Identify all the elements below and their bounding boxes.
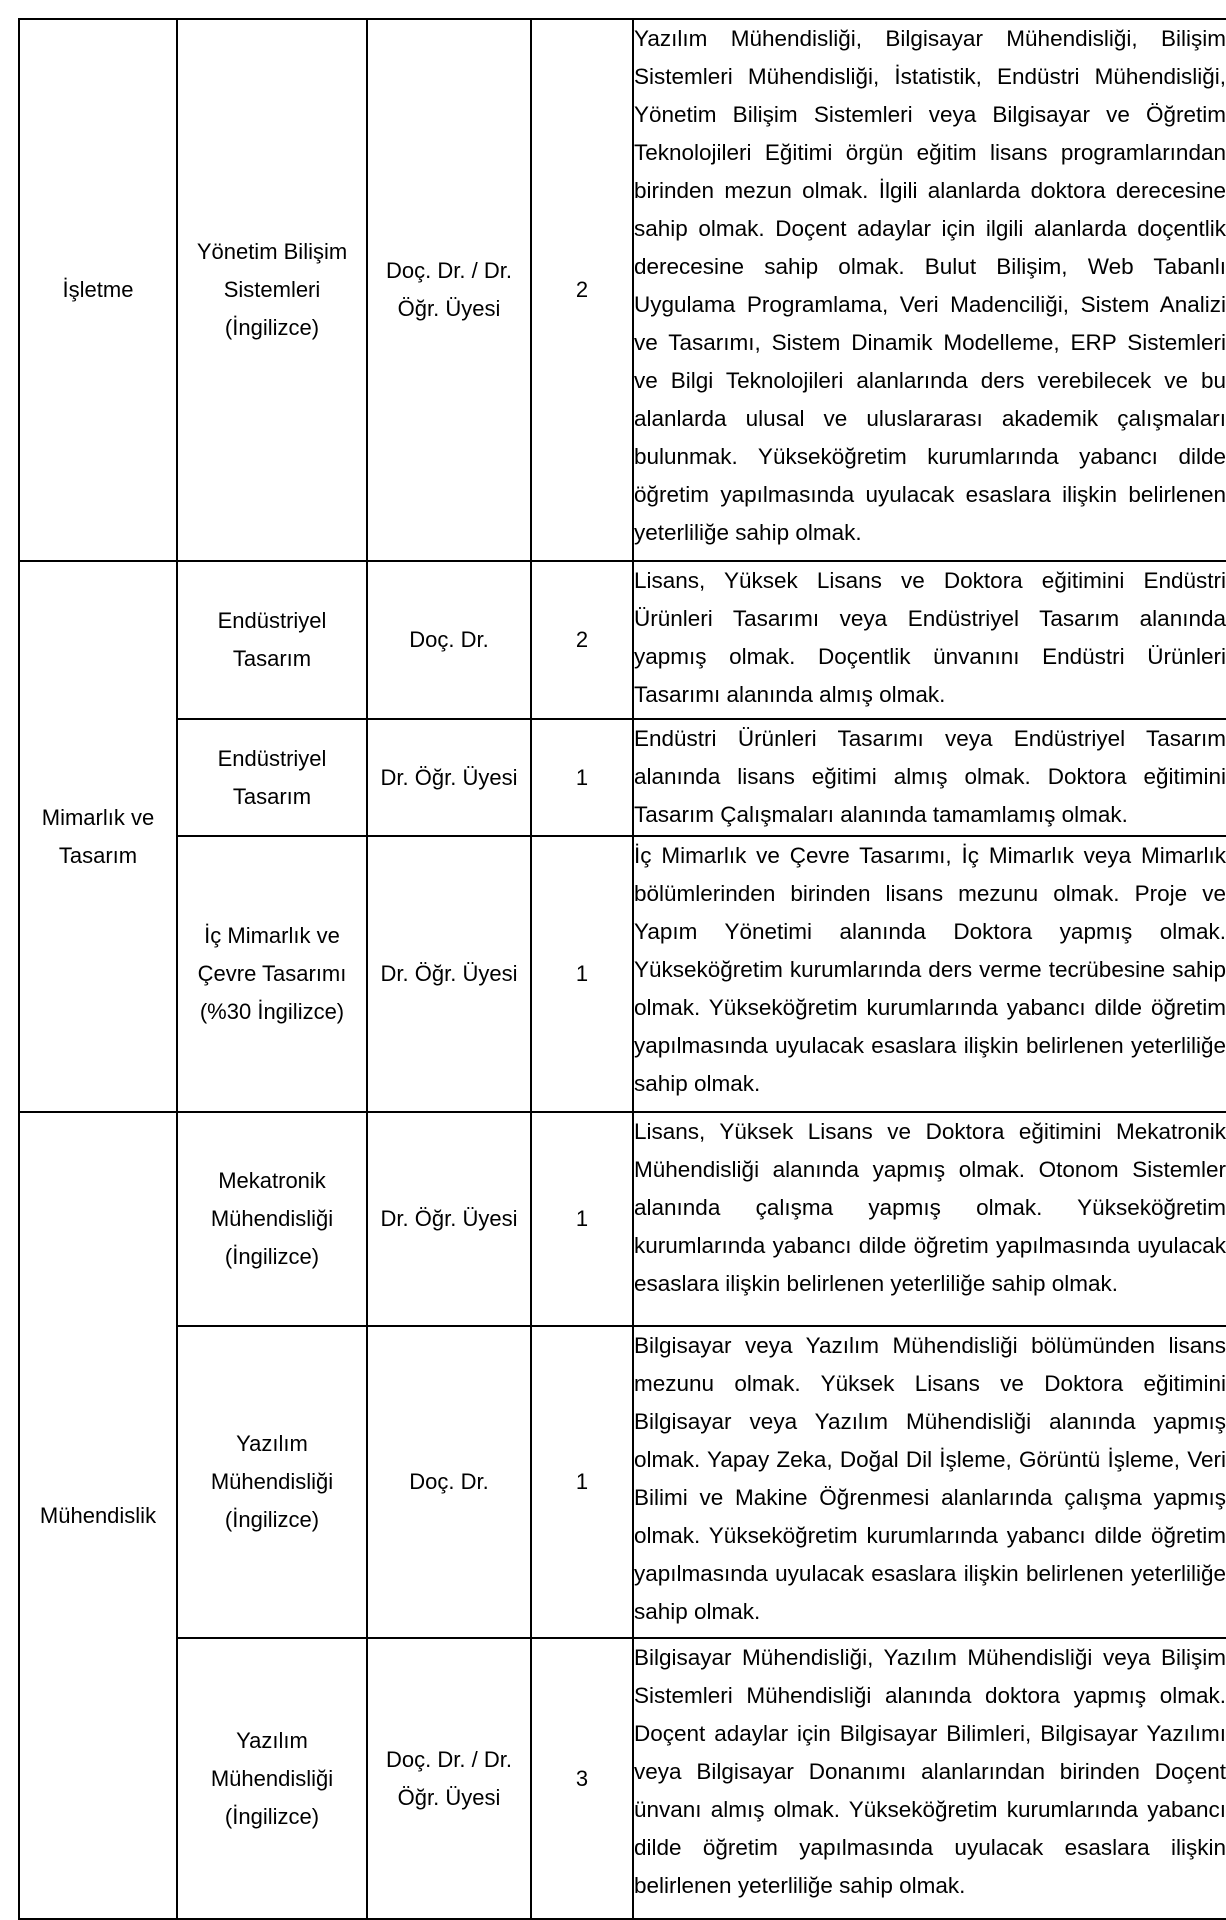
count-cell: 1: [531, 1112, 633, 1326]
table-row: [19, 561, 1226, 719]
faculty-cell: Mühendislik: [19, 1112, 177, 1919]
department-cell: İç Mimarlık ve Çevre Tasarımı (%30 İngilizce): [177, 836, 367, 1112]
count-cell: 2: [531, 19, 633, 561]
requirements-cell: Lisans, Yüksek Lisans ve Doktora eğitimini Mekatronik Mühendisliği alanında yapmış olmak. Otonom Sistemler alanında çalışma yapmış olmak. Yükseköğretim kurumlarında yabancı dilde öğretim yapılmasında uyulacak esaslara ilişkin belirlenen yeterliliğe sahip olmak.: [633, 1112, 1226, 1326]
requirements-cell: Bilgisayar veya Yazılım Mühendisliği bölümünden lisans mezunu olmak. Yüksek Lisans ve Doktora eğitimini Bilgisayar veya Yazılım Mühendisliği alanında yapmış olmak. Yapay Zeka, Doğal Dil İşleme, Görüntü İşleme, Veri Bilimi ve Makine Öğrenmesi alanlarında çalışma yapmış olmak. Yükseköğretim kurumlarında yabancı dilde öğretim yapılmasında uyulacak esaslara ilişkin belirlenen yeterliliğe sahip olmak.: [633, 1326, 1226, 1638]
table-row: [19, 836, 1226, 1112]
count-cell: 2: [531, 561, 633, 719]
title-cell: Dr. Öğr. Üyesi: [367, 1112, 531, 1326]
department-cell: Yazılım Mühendisliği (İngilizce): [177, 1638, 367, 1919]
requirements-cell: Bilgisayar Mühendisliği, Yazılım Mühendisliği veya Bilişim Sistemleri Mühendisliği alanında doktora yapmış olmak. Doçent adaylar için Bilgisayar Bilimleri, Bilgisayar Yazılımı veya Bilgisayar Donanımı alanlarından birinden Doçent ünvanı almış olmak. Yükseköğretim kurumlarında yabancı dilde öğretim yapılmasında uyulacak esaslara ilişkin belirlenen yeterliliğe sahip olmak.: [633, 1638, 1226, 1919]
title-cell: Dr. Öğr. Üyesi: [367, 719, 531, 836]
title-cell: Doç. Dr.: [367, 1326, 531, 1638]
table-row: [19, 1638, 1226, 1919]
department-cell: Yönetim Bilişim Sistemleri (İngilizce): [177, 19, 367, 561]
requirements-cell: İç Mimarlık ve Çevre Tasarımı, İç Mimarlık veya Mimarlık bölümlerinden birinden lisans mezunu olmak. Proje ve Yapım Yönetimi alanında Doktora yapmış olmak. Yükseköğretim kurumlarında ders verme tecrübesine sahip olmak. Yükseköğretim kurumlarında yabancı dilde öğretim yapılmasında uyulacak esaslara ilişkin belirlenen yeterliliğe sahip olmak.: [633, 836, 1226, 1112]
positions-table: [18, 18, 1226, 1920]
title-cell: Doç. Dr. / Dr. Öğr. Üyesi: [367, 19, 531, 561]
department-cell: Endüstriyel Tasarım: [177, 719, 367, 836]
title-cell: Doç. Dr. / Dr. Öğr. Üyesi: [367, 1638, 531, 1919]
requirements-cell: Yazılım Mühendisliği, Bilgisayar Mühendisliği, Bilişim Sistemleri Mühendisliği, İstatistik, Endüstri Mühendisliği, Yönetim Bilişim Sistemleri veya Bilgisayar ve Öğretim Teknolojileri Eğitimi örgün eğitim lisans programlarından birinden mezun olmak. İlgili alanlarda doktora derecesine sahip olmak. Doçent adaylar için ilgili alanlarda doçentlik derecesine sahip olmak. Bulut Bilişim, Web Tabanlı Uygulama Programlama, Veri Madenciliği, Sistem Analizi ve Tasarımı, Sistem Dinamik Modelleme, ERP Sistemleri ve Bilgi Teknolojileri alanlarında ders verebilecek ve bu alanlarda ulusal ve uluslararası akademik çalışmaları bulunmak. Yükseköğretim kurumlarında yabancı dilde öğretim yapılmasında uyulacak esaslara ilişkin belirlenen yeterliliğe sahip olmak.: [633, 19, 1226, 561]
faculty-cell: Mimarlık ve Tasarım: [19, 561, 177, 1112]
department-cell: Endüstriyel Tasarım: [177, 561, 367, 719]
count-cell: 1: [531, 836, 633, 1112]
faculty-cell: İşletme: [19, 19, 177, 561]
requirements-cell: Endüstri Ürünleri Tasarımı veya Endüstriyel Tasarım alanında lisans eğitimi almış olmak. Doktora eğitimini Tasarım Çalışmaları alanında tamamlamış olmak.: [633, 719, 1226, 836]
count-cell: 1: [531, 1326, 633, 1638]
title-cell: Dr. Öğr. Üyesi: [367, 836, 531, 1112]
table-row: [19, 719, 1226, 836]
table-row: [19, 1112, 1226, 1326]
count-cell: 1: [531, 719, 633, 836]
department-cell: Yazılım Mühendisliği (İngilizce): [177, 1326, 367, 1638]
title-cell: Doç. Dr.: [367, 561, 531, 719]
requirements-cell: Lisans, Yüksek Lisans ve Doktora eğitimini Endüstri Ürünleri Tasarımı veya Endüstriyel Tasarım alanında yapmış olmak. Doçentlik ünvanını Endüstri Ürünleri Tasarımı alanında almış olmak.: [633, 561, 1226, 719]
department-cell: Mekatronik Mühendisliği (İngilizce): [177, 1112, 367, 1326]
count-cell: 3: [531, 1638, 633, 1919]
table-row: [19, 19, 1226, 561]
table-row: [19, 1326, 1226, 1638]
